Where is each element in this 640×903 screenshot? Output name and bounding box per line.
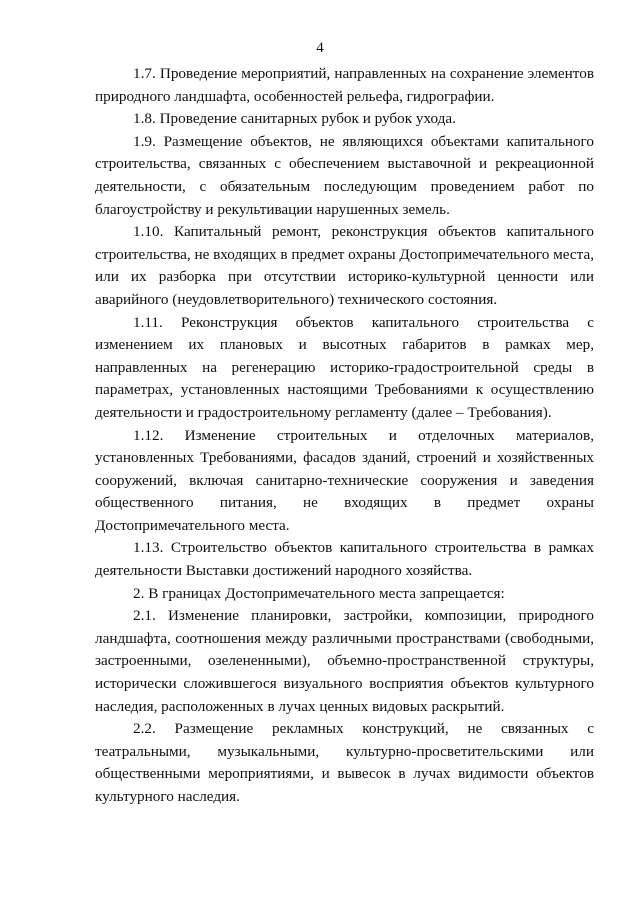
paragraph-1-12: 1.12. Изменение строительных и отделочных материалов, установленных Требованиями, фасадов зданий, строений и хозяйственных сооружений, включая санитарно-технические сооружения и заведения общественного питания, не входящих в предмет охраны Достопримечательного места. bbox=[95, 426, 594, 534]
paragraph-1-11: 1.11. Реконструкция объектов капитального строительства с изменением их плановых и высотных габаритов в рамках мер, направленных на регенерацию историко-градостроительной среды в параметрах, установленных настоящими Требованиями к осуществлению деятельности и градостроительному регламенту (далее – Требования). bbox=[95, 313, 594, 421]
page-number: 4 bbox=[316, 40, 324, 56]
paragraph-2-1: 2.1. Изменение планировки, застройки, композиции, природного ландшафта, соотношения между различными пространствами (свободными, застроенными, озелененными), объемно-пространственной структуры, исторически сложившегося визуального восприятия объектов культурного наследия, расположенных в лучах ценных видовых раскрытий. bbox=[95, 607, 594, 715]
paragraph-1-7: 1.7. Проведение мероприятий, направленных на сохранение элементов природного ландшафта, особенностей рельефа, гидрографии. bbox=[95, 65, 594, 105]
paragraph-1-9: 1.9. Размещение объектов, не являющихся объектами капитального строительства, связанных с обеспечением выставочной и рекреационной деятельности, с обязательным последующим проведением работ по благоустройству и рекультивации нарушенных земель. bbox=[95, 132, 594, 218]
paragraph-1-8: 1.8. Проведение санитарных рубок и рубок ухода. bbox=[133, 110, 456, 128]
paragraph-2: 2. В границах Достопримечательного места запрещается: bbox=[133, 584, 505, 602]
paragraph-1-13: 1.13. Строительство объектов капитального строительства в рамках деятельности Выставки достижений народного хозяйства. bbox=[95, 539, 594, 580]
document-body bbox=[95, 63, 594, 809]
paragraph-2-2: 2.2. Размещение рекламных конструкций, не связанных с театральными, музыкальными, культурно-просветительскими или общественными мероприятиями, и вывесок в лучах видимости объектов культурного наследия. bbox=[95, 720, 594, 805]
paragraph-1-10: 1.10. Капитальный ремонт, реконструкция объектов капитального строительства, не входящих в предмет охраны Достопримечательного места, или их разборка при отсутствии историко-культурной ценности или аварийного (неудовлетворительного) технического состояния. bbox=[95, 223, 594, 308]
